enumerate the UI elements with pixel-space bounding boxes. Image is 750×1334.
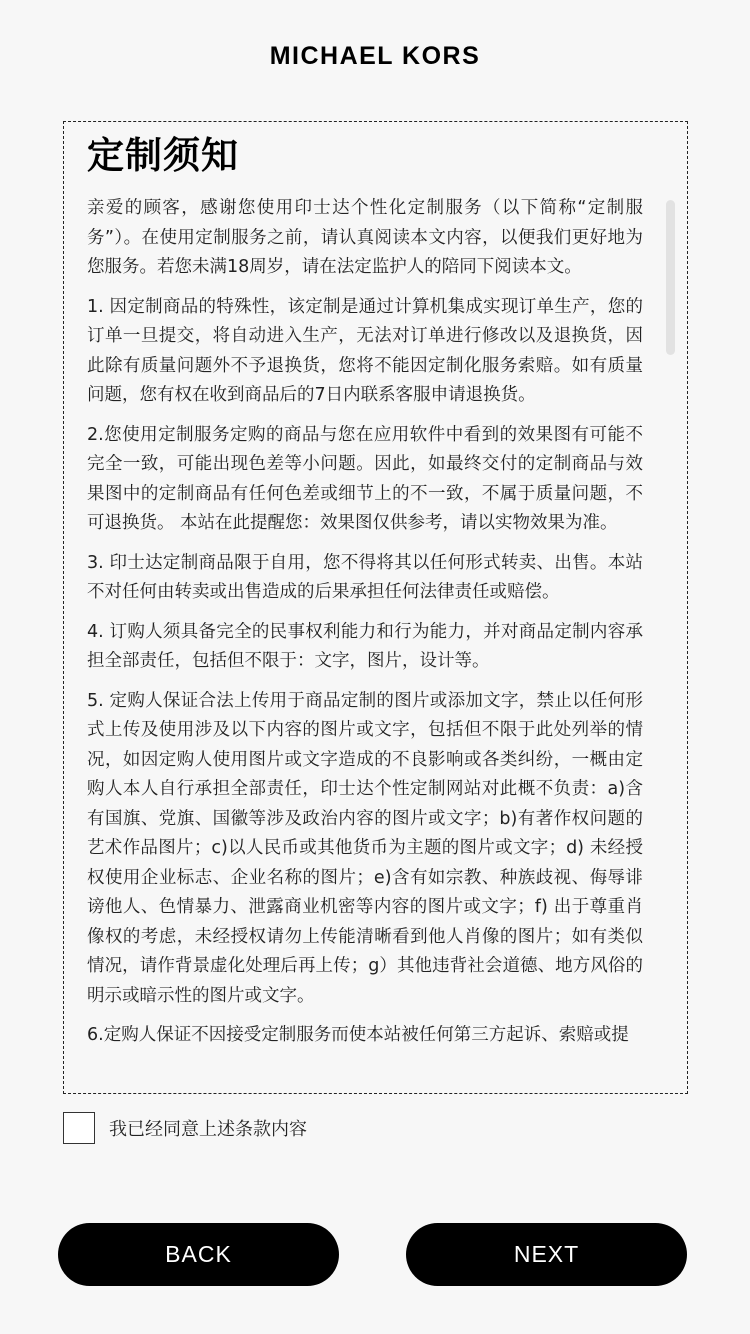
agree-label[interactable]: 我已经同意上述条款内容 <box>109 1119 307 1140</box>
terms-paragraph-1: 1. 因定制商品的特殊性，该定制是通过计算机集成实现订单生产，您的订单一旦提交，将自动进入生产，无法对订单进行修改以及退换货，因此除有质量问题外不予退换货，您将不能因定制化服务索赔。如有质量问题，您有权在收到商品后的7日内联系客服申请退换货。 <box>87 296 643 405</box>
back-button[interactable]: BACK <box>58 1223 339 1286</box>
terms-title: 定制须知 <box>87 134 239 177</box>
terms-paragraph-intro: 亲爱的顾客，感谢您使用印士达个性化定制服务（以下简称“定制服务”）。在使用定制服务之前，请认真阅读本文内容，以便我们更好地为您服务。若您未满18周岁，请在法定监护人的陪同下阅读本文。 <box>87 198 643 277</box>
terms-paragraph-4: 4. 订购人须具备完全的民事权利能力和行为能力，并对商品定制内容承担全部责任，包括但不限于：文字，图片，设计等。 <box>87 621 643 671</box>
terms-paragraph-5: 5. 定购人保证合法上传用于商品定制的图片或添加文字，禁止以任何形式上传及使用涉及以下内容的图片或文字，包括但不限于此处列举的情况，如因定购人使用图片或文字造成的不良影响或各类纠纷，一概由定购人本人自行承担全部责任，印士达个性定制网站对此概不负责：a)含有国旗、党旗、国徽等涉及政治内容的图片或文字；b)有著作权问题的艺术作品图片；c)以人民币或其他货币为主题的图片或文字；d) 未经授权使用企业标志、企业名称的图片；e)含有如宗教、种族歧视、侮辱诽谤他人、色情暴力、泄露商业机密等内容的图片或文字；f) 出于尊重肖像权的考虑，未经授权请勿上传能清晰看到他人肖像的图片；如有类似情况，请作背景虚化处理后再上传；g）其他违背社会道德、地方风俗的明示或暗示性的图片或文字。 <box>87 690 643 1006</box>
terms-paragraph-6: 6.定购人保证不因接受定制服务而使本站被任何第三方起诉、索赔或提 <box>87 1025 629 1045</box>
agreement-row[interactable] <box>63 1111 307 1145</box>
terms-content <box>64 122 687 1093</box>
terms-scrollbar[interactable] <box>666 200 675 355</box>
brand-logo: MICHAEL KORS <box>269 42 481 70</box>
terms-paragraph-2: 2.您使用定制服务定购的商品与您在应用软件中看到的效果图有可能不完全一致，可能出现色差等小问题。因此，如最终交付的定制商品与效果图中的定制商品有任何色差或细节上的不一致，不属于质量问题，不可退换货。 本站在此提醒您：效果图仅供参考，请以实物效果为准。 <box>87 424 643 533</box>
terms-paragraph-3: 3. 印士达定制商品限于自用，您不得将其以任何形式转卖、出售。本站不对任何由转卖或出售造成的后果承担任何法律责任或赔偿。 <box>87 552 643 602</box>
agree-checkbox[interactable] <box>63 1112 95 1144</box>
terms-scroll-container[interactable] <box>63 121 688 1094</box>
next-button[interactable]: NEXT <box>406 1223 687 1286</box>
